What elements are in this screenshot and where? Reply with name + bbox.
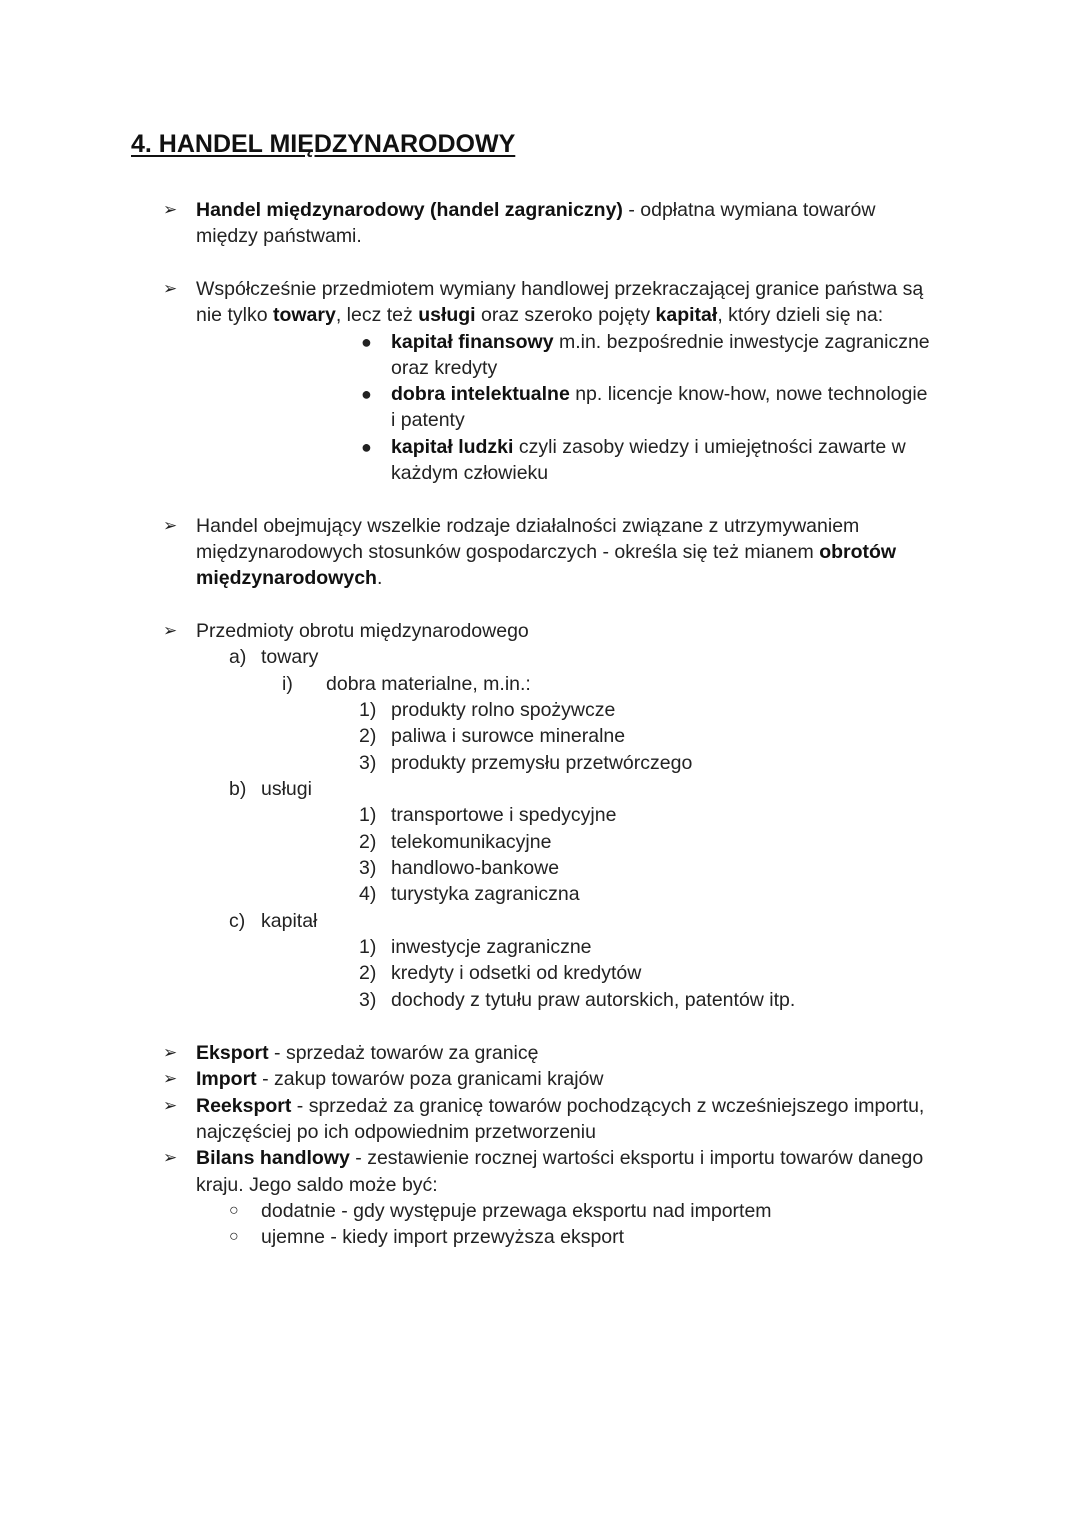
list-item: turystyka zagraniczna: [391, 883, 580, 905]
text-run: .: [376, 567, 383, 589]
arrow-bullet-icon: ➢: [163, 1043, 178, 1062]
text-run: - zakup towarów poza granicami krajów: [256, 1068, 604, 1090]
page-title: 4. HANDEL MIĘDZYNARODOWY: [131, 130, 516, 158]
term-kapital-finansowy: kapitał finansowy: [391, 331, 554, 353]
list-label: 1): [359, 699, 377, 721]
text-run: np. licencje know-how, nowe technologie: [569, 383, 928, 405]
list-label: 1): [359, 804, 377, 826]
dot-bullet-icon: ●: [361, 384, 372, 404]
arrow-bullet-icon: ➢: [163, 621, 178, 640]
list-label: a): [229, 646, 247, 668]
definition-bilans: [196, 1145, 923, 1171]
definition-continuation: kraju. Jego saldo może być:: [196, 1174, 438, 1196]
term-towary: towary: [272, 304, 336, 326]
list-item: [391, 329, 930, 355]
arrow-bullet-icon: ➢: [163, 1148, 178, 1167]
definition-continuation: najczęściej po ich odpowiednim przetworzeniu: [196, 1121, 596, 1143]
list-label: 2): [359, 831, 377, 853]
paragraph-text: [196, 302, 883, 328]
definition-continuation: między państwami.: [196, 225, 362, 247]
list-label: 3): [359, 752, 377, 774]
list-item-continuation: każdym człowieku: [391, 462, 549, 484]
list-label: 3): [359, 857, 377, 879]
text-run: , który dzieli się na:: [717, 304, 884, 326]
list-label: i): [282, 673, 293, 695]
list-label: 1): [359, 936, 377, 958]
term-reeksport: Reeksport: [196, 1095, 292, 1117]
text-run: , lecz też: [335, 304, 419, 326]
list-item: telekomunikacyjne: [391, 831, 552, 853]
term-miedzynarodowych: międzynarodowych: [196, 567, 377, 589]
paragraph-text: Handel obejmujący wszelkie rodzaje działalności związane z utrzymywaniem: [196, 515, 860, 537]
list-item: kredyty i odsetki od kredytów: [391, 962, 642, 984]
arrow-bullet-icon: ➢: [163, 279, 178, 298]
text-run: - zestawienie rocznej wartości eksportu i importu towarów danego: [349, 1147, 924, 1169]
circle-bullet-icon: ○: [229, 1202, 239, 1219]
term-kapital: kapitał: [655, 304, 718, 326]
definition-import: [196, 1066, 603, 1092]
list-item: [391, 381, 928, 407]
list-label: 4): [359, 883, 377, 905]
term-obrotow: obrotów: [819, 541, 897, 563]
term-handel-miedzynarodowy: Handel międzynarodowy (handel zagraniczny): [196, 199, 623, 221]
dot-bullet-icon: ●: [361, 332, 372, 352]
definition-text: - odpłatna wymiana towarów: [622, 199, 876, 221]
circle-bullet-icon: ○: [229, 1228, 239, 1245]
list-label: b): [229, 778, 247, 800]
paragraph-text: [196, 539, 896, 565]
definition-handel: [196, 197, 875, 223]
list-item: produkty rolno spożywcze: [391, 699, 616, 721]
list-item: inwestycje zagraniczne: [391, 936, 592, 958]
text-run: nie tylko: [196, 304, 273, 326]
arrow-bullet-icon: ➢: [163, 516, 178, 535]
term-dobra-intelektualne: dobra intelektualne: [391, 383, 570, 405]
list-item: usługi: [261, 778, 312, 800]
paragraph-text: Współcześnie przedmiotem wymiany handlowej przekraczającej granice państwa są: [196, 278, 924, 300]
list-label: 3): [359, 989, 377, 1011]
list-item-continuation: i patenty: [391, 409, 465, 431]
term-kapital-ludzki: kapitał ludzki: [391, 436, 514, 458]
arrow-bullet-icon: ➢: [163, 200, 178, 219]
dot-bullet-icon: ●: [361, 437, 372, 457]
paragraph-text: [196, 565, 382, 591]
text-run: czyli zasoby wiedzy i umiejętności zawarte w: [513, 436, 906, 458]
list-item: dochody z tytułu praw autorskich, patentów itp.: [391, 989, 796, 1011]
section-title: Przedmioty obrotu międzynarodowego: [196, 620, 529, 642]
list-item: paliwa i surowce mineralne: [391, 725, 626, 747]
text-run: oraz szeroko pojęty: [475, 304, 656, 326]
term-eksport: Eksport: [196, 1042, 269, 1064]
list-item: kapitał: [261, 910, 318, 932]
definition-eksport: [196, 1040, 538, 1066]
list-item: towary: [261, 646, 319, 668]
list-item: dobra materialne, m.in.:: [326, 673, 531, 695]
text-run: międzynarodowych stosunków gospodarczych - określa się też mianem: [196, 541, 820, 563]
definition-reeksport: [196, 1093, 924, 1119]
term-bilans-handlowy: Bilans handlowy: [196, 1147, 350, 1169]
list-item: handlowo-bankowe: [391, 857, 560, 879]
list-item: [391, 434, 906, 460]
text-run: - sprzedaż za granicę towarów pochodzących z wcześniejszego importu,: [291, 1095, 925, 1117]
arrow-bullet-icon: ➢: [163, 1069, 178, 1088]
list-label: c): [229, 910, 246, 932]
list-item: transportowe i spedycyjne: [391, 804, 617, 826]
term-uslugi: usługi: [418, 304, 476, 326]
arrow-bullet-icon: ➢: [163, 1096, 178, 1115]
term-import: Import: [196, 1068, 257, 1090]
list-item: produkty przemysłu przetwórczego: [391, 752, 693, 774]
text-run: - sprzedaż towarów za granicę: [268, 1042, 539, 1064]
text-run: m.in. bezpośrednie inwestycje zagraniczne: [553, 331, 930, 353]
list-item: ujemne - kiedy import przewyższa eksport: [261, 1226, 625, 1248]
list-label: 2): [359, 962, 377, 984]
list-label: 2): [359, 725, 377, 747]
list-item-continuation: oraz kredyty: [391, 357, 498, 379]
list-item: dodatnie - gdy występuje przewaga eksportu nad importem: [261, 1200, 772, 1222]
